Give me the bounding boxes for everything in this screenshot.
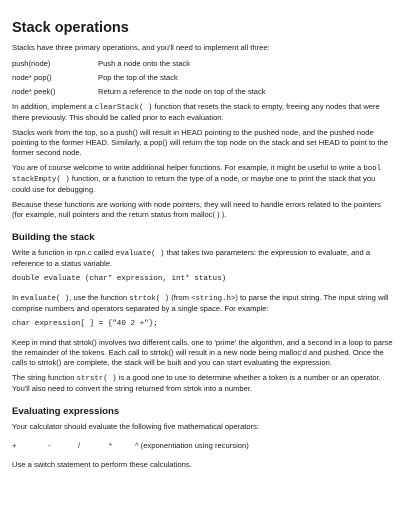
inline-code: strstr( ): [76, 375, 117, 383]
operator-exponent: ^ (exponentiation using recursion): [135, 441, 249, 450]
operator-divide: /: [78, 441, 81, 450]
operation-description: Push a node onto the stack: [98, 59, 191, 68]
inline-code: clearStack( ): [94, 104, 153, 112]
math-operators-list: [12, 441, 393, 451]
inline-code: evaluate( ): [20, 295, 70, 303]
strtok-paragraph: In evaluate( ), use the function strtok( ) (from <string.h>) to parse the input string. The input string will comprise numbers and operators separated by a single space. For example:: [12, 293, 389, 313]
inline-code: <string.h>: [191, 295, 236, 303]
operation-row-push: [12, 59, 393, 69]
operator-multiply: *: [109, 441, 112, 450]
calculator-paragraph: Your calculator should evaluate the following five mathematical operators:: [12, 422, 260, 431]
head-paragraph: Stacks work from the top, so a push() will result in HEAD pointing to the pushed node, and the pushed node pointing to the former HEAD. Similarly, a pop() will return the top node on the stack and set HEAD to point to the former second node.: [12, 128, 388, 157]
operation-signature: node* peek(): [12, 87, 56, 96]
operations-list: [12, 59, 393, 97]
errors-paragraph: Because these functions are working with node pointers, they will need to handle errors related to the pointers (for example, null pointers and the return status from malloc( ) ).: [12, 200, 381, 219]
strtok-calls-paragraph: Keep in mind that strtok() involves two different calls, one to 'prime' the algorithm, and a second in a loop to parse the remainder of the tokens. Each call to strtok() will result in a new node being malloc'd and pushed. Once the calls to strtok() are complete, the stack will be built and you can start evaluating the expression.: [12, 338, 393, 367]
operation-signature: node* pop(): [12, 73, 52, 82]
switch-paragraph: Use a switch statement to perform these calculations.: [12, 460, 192, 469]
section-heading-evaluating: Evaluating expressions: [12, 406, 120, 417]
operation-description: Return a reference to the node on top of the stack: [98, 87, 266, 96]
inline-code: evaluate( ): [115, 250, 165, 258]
operation-row-pop: [12, 73, 393, 83]
code-block-expression: char expression[ ] = {"40 2 +"};: [12, 320, 158, 328]
inline-code: bool stackEmpty( ): [12, 165, 382, 184]
operation-description: Pop the top of the stack: [98, 73, 178, 82]
clear-stack-paragraph: In addition, implement a clearStack( ) function that resets the stack to empty, freeing any nodes that were there previously. This should be called prior to each evaluation.: [12, 102, 380, 122]
operator-minus: -: [48, 441, 51, 450]
evaluate-paragraph: Write a function in rpn.c called evaluate( ) that takes two parameters: the expression to evaluate, and a reference to a status variable.: [12, 248, 371, 268]
operator-plus: +: [12, 441, 17, 450]
strstr-paragraph: The string function strstr( ) is a good one to use to determine whether a token is a number or an operator. You'll also need to convert the string returned from strtok into a number.: [12, 373, 381, 393]
intro-paragraph: Stacks have three primary operations, and you'll need to implement all three:: [12, 43, 270, 52]
section-heading-building: Building the stack: [12, 232, 95, 243]
helpers-paragraph: You are of course welcome to write additional helper functions. For example, it might be useful to write a bool stackEmpty( ) function, or a function to return the type of a node, or maybe one to print the stack that you could use for debugging.: [12, 163, 382, 194]
operation-signature: push(node): [12, 59, 51, 68]
page-title: Stack operations: [12, 20, 129, 36]
inline-code: strtok( ): [129, 295, 170, 303]
operation-row-peek: [12, 87, 393, 97]
code-block-evaluate-signature: double evaluate (char* expression, int* status): [12, 275, 227, 283]
